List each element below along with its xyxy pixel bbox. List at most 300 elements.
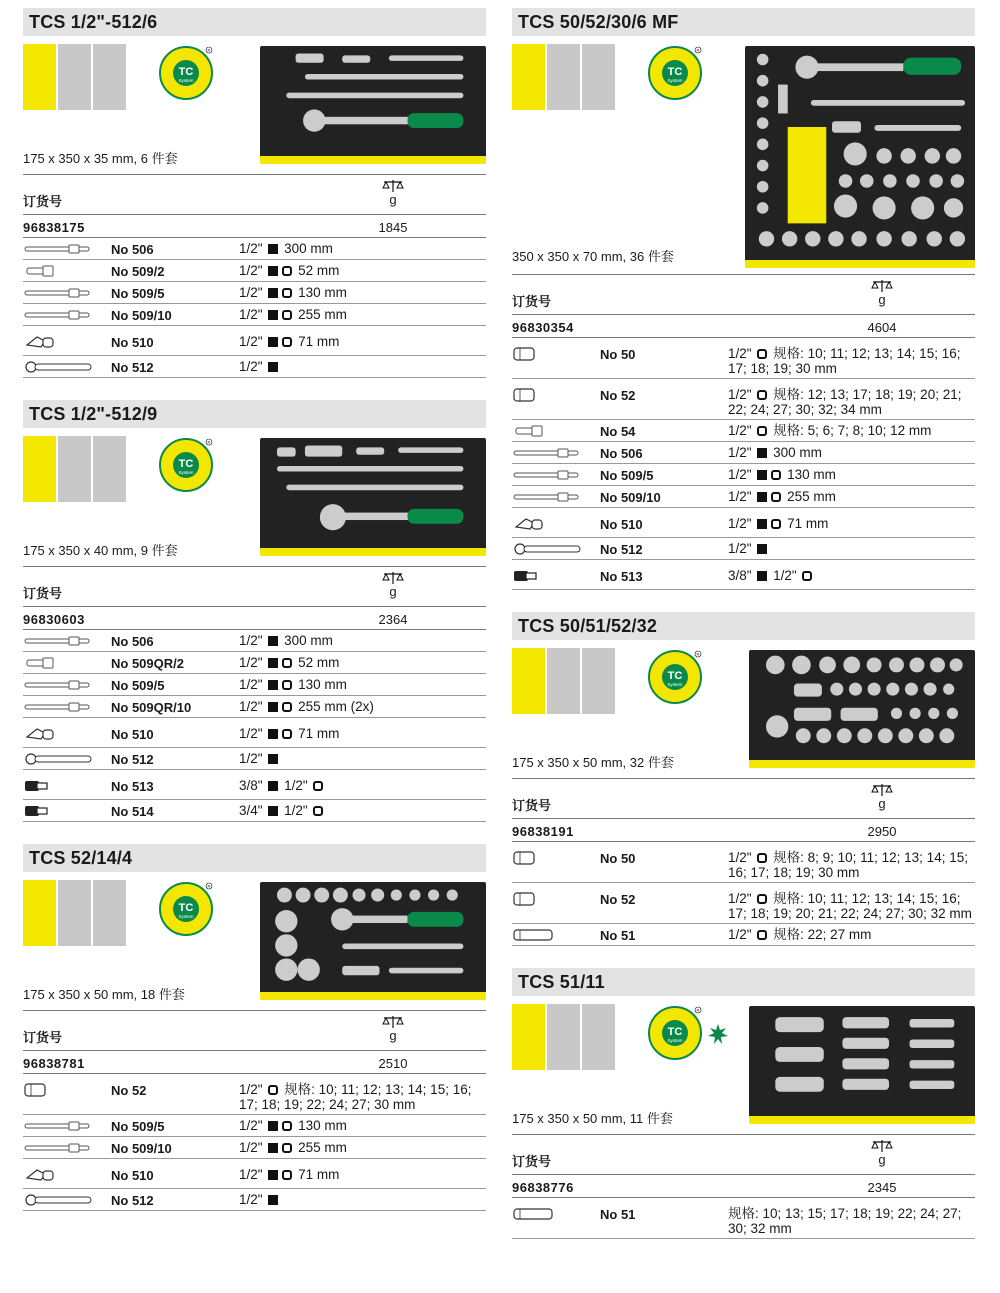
extension-bar-icon <box>23 700 93 714</box>
item-spec <box>239 304 486 324</box>
drive-size: 1/2" <box>728 346 752 361</box>
tc-system-logo-icon <box>159 46 213 100</box>
square-drive-icon <box>757 519 767 529</box>
square-drive-icon <box>268 729 278 739</box>
socket-drive-icon <box>802 571 812 581</box>
item-spec <box>239 1159 486 1184</box>
extension-bar-icon <box>512 490 582 504</box>
item-number: No 506 <box>111 242 154 257</box>
spec-text: 255 mm <box>298 307 347 322</box>
universal-joint-icon <box>23 335 93 349</box>
order-number-label: 订货号 <box>23 1030 63 1045</box>
tool-tray-image <box>260 46 486 164</box>
product-hero <box>23 36 486 168</box>
product-section-51-11 <box>512 968 975 1239</box>
order-row <box>512 1174 975 1198</box>
dimensions: 175 x 350 x 50 mm, 32 件套 <box>512 755 674 770</box>
item-spec <box>728 379 975 419</box>
square-drive-icon <box>268 680 278 690</box>
dimensions: 350 x 350 x 70 mm, 36 件套 <box>512 249 674 264</box>
drive-size: 1/2" <box>239 1118 263 1133</box>
list-item <box>512 508 975 538</box>
weight-header <box>842 279 922 306</box>
product-section-512-6 <box>23 8 486 378</box>
square-drive-icon <box>757 492 767 502</box>
color-swatches <box>23 44 126 110</box>
tool-tray-image <box>749 1006 975 1124</box>
item-number: No 509/5 <box>111 678 165 693</box>
item-spec <box>728 338 975 378</box>
list-item <box>23 1074 486 1115</box>
weight-value: 1845 <box>378 220 408 235</box>
item-spec <box>239 1189 486 1209</box>
spec-text: 130 mm <box>298 285 347 300</box>
spec-text: 规格: 12; 13; 17; 18; 19; 20; 21; 22; 24; 27; 30; 32; 34 mm <box>728 387 962 417</box>
weight-header <box>353 179 433 206</box>
extension-bar-icon <box>23 308 93 322</box>
item-spec <box>728 842 975 882</box>
item-spec <box>239 674 486 694</box>
item-spec <box>239 356 486 376</box>
product-hero <box>23 428 486 560</box>
socket-drive-icon <box>282 680 292 690</box>
order-number: 96830354 <box>512 320 574 335</box>
item-spec <box>728 508 975 533</box>
socket-drive-icon <box>757 894 767 904</box>
square-drive-icon <box>268 636 278 646</box>
socket-icon <box>512 347 582 361</box>
color-swatches <box>512 648 615 714</box>
weight-value: 2345 <box>867 1180 897 1195</box>
drive-size: 1/2" <box>728 541 752 556</box>
spec-text: 规格: 10; 13; 15; 17; 18; 19; 22; 24; 27; 30; 32 mm <box>728 1206 962 1236</box>
square-drive-icon <box>268 337 278 347</box>
weight-unit: g <box>878 292 886 307</box>
item-spec <box>728 883 975 923</box>
item-number: No 510 <box>600 517 643 532</box>
spec-text: 130 mm <box>298 677 347 692</box>
color-swatches <box>512 1004 615 1070</box>
order-number: 96830603 <box>23 612 85 627</box>
left-column <box>23 8 486 1233</box>
extension-bar-icon <box>23 1141 93 1155</box>
item-spec <box>728 464 975 484</box>
weight-header <box>842 783 922 810</box>
drive-size: 1/2" <box>728 445 752 460</box>
list-item <box>23 652 486 674</box>
tc-system-logo-icon <box>648 1006 702 1060</box>
weight-value: 2510 <box>378 1056 408 1071</box>
square-drive-icon <box>268 244 278 254</box>
item-spec <box>239 238 486 258</box>
item-number: No 52 <box>600 892 636 907</box>
item-number: No 52 <box>111 1083 147 1098</box>
socket-drive-icon <box>282 288 292 298</box>
socket-drive-icon <box>771 492 781 502</box>
scale-weight-icon <box>382 571 404 585</box>
spec-text: 1/2" <box>773 568 797 583</box>
list-item <box>512 924 975 946</box>
drive-size: 3/8" <box>728 568 752 583</box>
square-drive-icon <box>268 1170 278 1180</box>
list-item <box>23 1115 486 1137</box>
drive-size: 1/2" <box>239 263 263 278</box>
item-spec <box>239 1137 486 1157</box>
scale-weight-icon <box>871 279 893 293</box>
socket-drive-icon <box>282 658 292 668</box>
square-drive-icon <box>268 1195 278 1205</box>
item-spec <box>728 420 975 440</box>
color-swatches <box>23 880 126 946</box>
spec-text: 规格: 22; 27 mm <box>773 927 872 942</box>
order-number: 96838781 <box>23 1056 85 1071</box>
square-drive-icon <box>268 781 278 791</box>
list-item <box>23 1189 486 1211</box>
product-section-512-9 <box>23 400 486 822</box>
square-drive-icon <box>268 288 278 298</box>
ratchet-icon <box>23 1193 93 1207</box>
weight-value: 2364 <box>378 612 408 627</box>
socket-drive-icon <box>282 310 292 320</box>
bit-socket-icon <box>512 424 582 438</box>
dimensions: 175 x 350 x 35 mm, 6 件套 <box>23 151 178 166</box>
socket-drive-icon <box>282 266 292 276</box>
socket-drive-icon <box>282 337 292 347</box>
spec-text: 1/2" <box>284 778 308 793</box>
tc-system-logo-icon <box>159 882 213 936</box>
spec-text: 52 mm <box>298 263 340 278</box>
adapter-icon <box>512 569 582 583</box>
item-number: No 510 <box>111 335 154 350</box>
spec-text: 52 mm <box>298 655 340 670</box>
order-row <box>23 1050 486 1074</box>
item-number: No 506 <box>600 446 643 461</box>
order-row <box>23 606 486 630</box>
section-title: TCS 1/2"-512/6 <box>23 8 486 36</box>
square-drive-icon <box>268 806 278 816</box>
extension-bar-icon <box>23 286 93 300</box>
item-number: No 512 <box>600 542 643 557</box>
tool-tray-image <box>260 882 486 1000</box>
drive-size: 1/2" <box>239 359 263 374</box>
item-spec <box>239 326 486 351</box>
drive-size: 1/2" <box>239 699 263 714</box>
adapter-icon <box>23 779 93 793</box>
spec-text: 300 mm <box>773 445 822 460</box>
weight-header <box>842 1139 922 1166</box>
spec-text: 71 mm <box>298 1167 340 1182</box>
table-header <box>23 566 486 606</box>
list-item <box>23 696 486 718</box>
list-item <box>512 420 975 442</box>
tc-system-logo-icon <box>648 650 702 704</box>
drive-size: 1/2" <box>239 633 263 648</box>
order-number-label: 订货号 <box>512 798 552 813</box>
drive-size: 1/2" <box>728 850 752 865</box>
square-drive-icon <box>268 754 278 764</box>
tool-tray-image <box>260 438 486 556</box>
drive-size: 1/2" <box>239 751 263 766</box>
socket-drive-icon <box>282 1143 292 1153</box>
socket-drive-icon <box>313 781 323 791</box>
table-header <box>23 1010 486 1050</box>
extension-short-icon <box>23 264 93 278</box>
extension-bar-icon <box>512 468 582 482</box>
item-spec <box>728 486 975 506</box>
item-number: No 506 <box>111 634 154 649</box>
section-title: TCS 52/14/4 <box>23 844 486 872</box>
socket-drive-icon <box>757 390 767 400</box>
list-item <box>23 326 486 356</box>
square-drive-icon <box>268 266 278 276</box>
item-number: No 510 <box>111 1168 154 1183</box>
item-number: No 509/2 <box>111 264 165 279</box>
drive-size: 3/4" <box>239 803 263 818</box>
table-header <box>512 778 975 818</box>
universal-joint-icon <box>23 727 93 741</box>
ratchet-icon <box>23 752 93 766</box>
list-item <box>23 238 486 260</box>
square-drive-icon <box>757 571 767 581</box>
product-hero <box>23 872 486 1004</box>
socket-drive-icon <box>282 1121 292 1131</box>
spec-text: 71 mm <box>298 334 340 349</box>
item-spec <box>728 442 975 462</box>
adapter-icon <box>23 804 93 818</box>
tc-system-logo-icon <box>648 46 702 100</box>
socket-drive-icon <box>313 806 323 816</box>
item-number: No 50 <box>600 347 636 362</box>
universal-joint-icon <box>23 1168 93 1182</box>
weight-header <box>353 1015 433 1042</box>
list-item <box>23 770 486 800</box>
order-number-label: 订货号 <box>23 586 63 601</box>
item-spec <box>239 282 486 302</box>
item-spec <box>239 1115 486 1135</box>
tool-tray-image <box>745 46 975 268</box>
item-spec <box>728 560 975 585</box>
deep-socket-icon <box>512 1207 582 1221</box>
tool-tray-image <box>749 650 975 768</box>
product-hero <box>512 996 975 1128</box>
drive-size: 1/2" <box>728 423 752 438</box>
list-item <box>23 1137 486 1159</box>
socket-drive-icon <box>268 1085 278 1095</box>
item-number: No 509/5 <box>111 1119 165 1134</box>
item-spec <box>239 696 486 716</box>
spec-text: 300 mm <box>284 241 333 256</box>
drive-size: 1/2" <box>239 285 263 300</box>
list-item <box>512 538 975 560</box>
item-number: No 510 <box>111 727 154 742</box>
list-item <box>23 800 486 822</box>
list-item <box>512 883 975 924</box>
item-number: No 54 <box>600 424 636 439</box>
drive-size: 1/2" <box>239 307 263 322</box>
list-item <box>23 304 486 326</box>
list-item <box>512 442 975 464</box>
item-number: No 509/10 <box>600 490 661 505</box>
list-item <box>23 356 486 378</box>
list-item <box>512 842 975 883</box>
tc-system-logo-icon <box>159 438 213 492</box>
list-item <box>23 718 486 748</box>
socket-drive-icon <box>282 702 292 712</box>
universal-joint-icon <box>512 517 582 531</box>
item-number: No 513 <box>111 779 154 794</box>
list-item <box>23 674 486 696</box>
scale-weight-icon <box>382 1015 404 1029</box>
socket-drive-icon <box>771 519 781 529</box>
list-item <box>512 379 975 420</box>
drive-size: 1/2" <box>239 726 263 741</box>
item-number: No 509QR/10 <box>111 700 192 715</box>
spec-text: 130 mm <box>787 467 836 482</box>
weight-unit: g <box>389 192 397 207</box>
drive-size: 1/2" <box>239 1082 263 1097</box>
section-title: TCS 51/11 <box>512 968 975 996</box>
item-number: No 51 <box>600 928 636 943</box>
item-spec <box>239 260 486 280</box>
dimensions: 175 x 350 x 40 mm, 9 件套 <box>23 543 178 558</box>
drive-size: 1/2" <box>239 1192 263 1207</box>
extension-short-icon <box>23 656 93 670</box>
drive-size: 1/2" <box>239 1140 263 1155</box>
list-item <box>512 1198 975 1239</box>
order-number: 96838191 <box>512 824 574 839</box>
right-column <box>512 8 975 1261</box>
order-number: 96838175 <box>23 220 85 235</box>
square-drive-icon <box>757 544 767 554</box>
drive-size: 1/2" <box>239 334 263 349</box>
list-item <box>23 1159 486 1189</box>
item-spec <box>239 800 486 820</box>
dimensions: 175 x 350 x 50 mm, 18 件套 <box>23 987 185 1002</box>
extension-bar-icon <box>23 242 93 256</box>
product-section-52-14-4 <box>23 844 486 1211</box>
deep-socket-icon <box>512 928 582 942</box>
scale-weight-icon <box>871 1139 893 1153</box>
list-item <box>23 630 486 652</box>
item-spec <box>239 652 486 672</box>
extension-bar-icon <box>512 446 582 460</box>
square-drive-icon <box>268 1121 278 1131</box>
item-spec <box>728 924 975 944</box>
color-swatches <box>512 44 615 110</box>
socket-icon <box>512 388 582 402</box>
spec-text: 规格: 10; 11; 12; 13; 14; 15; 16; 17; 18; 19; 22; 24; 27; 30 mm <box>239 1082 472 1112</box>
scale-weight-icon <box>871 783 893 797</box>
drive-size: 1/2" <box>239 1167 263 1182</box>
list-item <box>512 464 975 486</box>
drive-size: 1/2" <box>239 677 263 692</box>
item-spec <box>239 1074 486 1114</box>
spec-text: 规格: 10; 11; 12; 13; 14; 15; 16; 17; 18; 19; 20; 21; 22; 24; 27; 30; 32 mm <box>728 891 972 921</box>
dimensions: 175 x 350 x 50 mm, 11 件套 <box>512 1111 673 1126</box>
socket-icon <box>23 1083 93 1097</box>
weight-unit: g <box>389 1028 397 1043</box>
drive-size: 1/2" <box>728 467 752 482</box>
item-number: No 514 <box>111 804 154 819</box>
order-number-label: 订货号 <box>512 294 552 309</box>
list-item <box>512 338 975 379</box>
square-drive-icon <box>268 362 278 372</box>
square-drive-icon <box>757 448 767 458</box>
item-number: No 509/5 <box>600 468 654 483</box>
item-number: No 509/10 <box>111 1141 172 1156</box>
spec-text: 规格: 5; 6; 7; 8; 10; 12 mm <box>773 423 932 438</box>
list-item <box>23 260 486 282</box>
list-item <box>23 282 486 304</box>
spec-text: 130 mm <box>298 1118 347 1133</box>
square-drive-icon <box>268 658 278 668</box>
order-row <box>512 314 975 338</box>
item-number: No 52 <box>600 388 636 403</box>
section-title: TCS 1/2"-512/9 <box>23 400 486 428</box>
product-section-50-51-52-32 <box>512 612 975 946</box>
order-number-label: 订货号 <box>23 194 63 209</box>
section-title: TCS 50/52/30/6 MF <box>512 8 975 36</box>
socket-drive-icon <box>757 426 767 436</box>
star-badge-icon <box>708 1024 728 1044</box>
drive-size: 1/2" <box>239 655 263 670</box>
weight-header <box>353 571 433 598</box>
drive-size: 1/2" <box>728 387 752 402</box>
drive-size: 1/2" <box>728 927 752 942</box>
spec-text: 255 mm <box>298 1140 347 1155</box>
item-spec <box>728 538 975 558</box>
item-number: No 512 <box>111 360 154 375</box>
section-title: TCS 50/51/52/32 <box>512 612 975 640</box>
drive-size: 1/2" <box>728 516 752 531</box>
item-number: No 512 <box>111 752 154 767</box>
order-row <box>512 818 975 842</box>
square-drive-icon <box>268 1143 278 1153</box>
scale-weight-icon <box>382 179 404 193</box>
product-section-50-52-30-6 <box>512 8 975 590</box>
drive-size: 1/2" <box>728 891 752 906</box>
table-header <box>512 274 975 314</box>
drive-size: 3/8" <box>239 778 263 793</box>
spec-text: 规格: 8; 9; 10; 11; 12; 13; 14; 15; 16; 17; 18; 19; 30 mm <box>728 850 968 880</box>
socket-drive-icon <box>757 930 767 940</box>
item-number: No 513 <box>600 569 643 584</box>
order-row <box>23 214 486 238</box>
ratchet-icon <box>23 360 93 374</box>
square-drive-icon <box>757 470 767 480</box>
item-number: No 50 <box>600 851 636 866</box>
weight-value: 4604 <box>867 320 897 335</box>
item-spec <box>239 718 486 743</box>
product-hero <box>512 640 975 772</box>
product-hero <box>512 36 975 268</box>
square-drive-icon <box>268 702 278 712</box>
item-spec <box>239 748 486 768</box>
table-header <box>23 174 486 214</box>
item-number: No 512 <box>111 1193 154 1208</box>
socket-icon <box>512 892 582 906</box>
list-item <box>512 486 975 508</box>
socket-drive-icon <box>771 470 781 480</box>
item-number: No 51 <box>600 1207 636 1222</box>
item-spec <box>728 1198 975 1238</box>
order-number: 96838776 <box>512 1180 574 1195</box>
weight-unit: g <box>878 1152 886 1167</box>
extension-bar-icon <box>23 678 93 692</box>
list-item <box>512 560 975 590</box>
extension-bar-icon <box>23 1119 93 1133</box>
spec-text: 1/2" <box>284 803 308 818</box>
